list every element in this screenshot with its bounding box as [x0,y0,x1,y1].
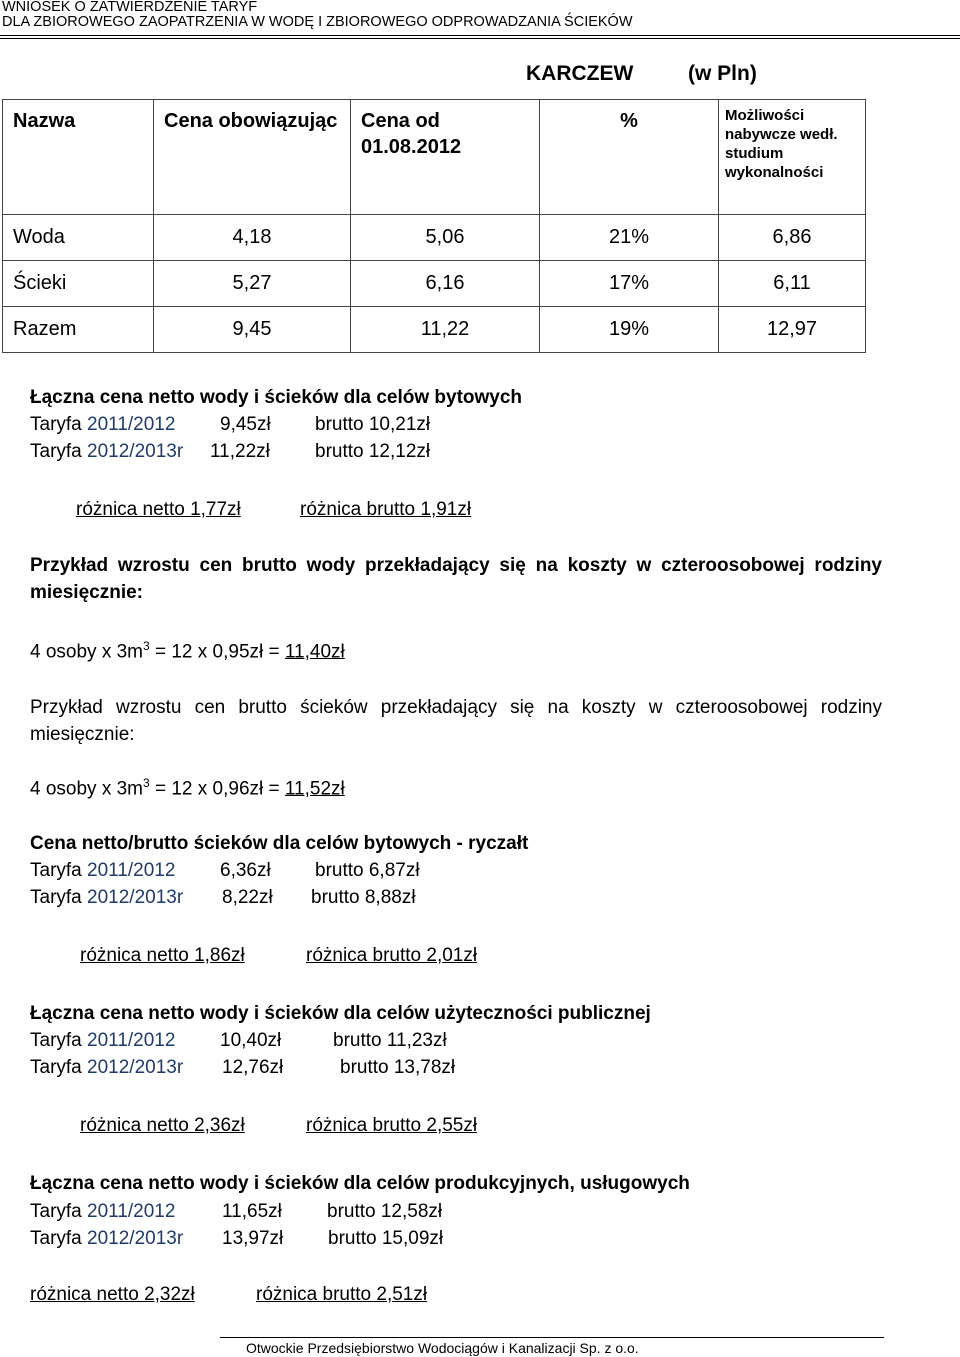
s3-diff-gross: różnica brutto 2,55zł [306,1115,478,1136]
s2-row1-net: 6,36zł [220,860,271,881]
s1-row1-gross: brutto 10,21zł [315,414,431,435]
tariff-year: 2012/2013r [87,1057,184,1078]
footer-rule [220,1337,884,1338]
s3-row2-net: 12,76zł [222,1057,284,1078]
s1-row1-net: 9,45zł [220,414,271,435]
s4-row1-gross: brutto 12,58zł [327,1201,443,1222]
footer-company: Otwockie Przedsiębiorstwo Wodociągów i Kanalizacji Sp. z o.o. [246,1340,639,1356]
tariff-label: Taryfa [30,1201,82,1222]
s2-row1 [30,857,175,884]
tariff-year: 2011/2012 [87,1030,176,1051]
s2-row2-gross: brutto 8,88zł [311,887,416,908]
calc-result: 11,52zł [284,778,345,800]
row-current: 5,27 [154,261,351,307]
s2-diff-gross: różnica brutto 2,01zł [306,945,478,966]
row-possible: 12,97 [719,307,866,353]
s4-row1-net: 11,65zł [222,1201,282,1222]
s4-row2 [30,1225,183,1252]
tariff-label: Taryfa [30,860,82,881]
header-percent: % [540,100,719,215]
row-percent: 17% [540,261,719,307]
s3-diff-net: różnica netto 2,36zł [80,1115,245,1136]
s1-row2-net: 11,22zł [210,441,270,462]
row-possible: 6,11 [719,261,866,307]
tariff-label: Taryfa [30,1030,82,1051]
header-rule [0,35,960,36]
section-4-title: Łączna cena netto wody i ścieków dla celów produkcyjnych, usługowych [30,1173,690,1194]
s4-row1 [30,1198,175,1225]
tariff-year: 2012/2013r [87,1228,184,1249]
tariff-label: Taryfa [30,1057,82,1078]
row-percent: 19% [540,307,719,353]
s3-row1-gross: brutto 11,23zł [333,1030,447,1051]
header-line-1: WNIOSEK O ZATWIERDZENIE TARYF [2,0,258,15]
row-name: Woda [3,215,154,261]
calc-persons: 4 osoby x 3m [30,641,143,663]
s1-diff-net: różnica netto 1,77zł [76,499,241,520]
table-row [3,307,866,353]
header-current-price: Cena obowiązując [154,100,351,215]
tariff-year: 2011/2012 [87,860,176,881]
example-1-calc [30,633,345,665]
s2-diff-net: różnica netto 1,86zł [80,945,245,966]
table-row [3,215,866,261]
row-name: Ścieki [3,261,154,307]
tariff-label: Taryfa [30,887,82,908]
calc-formula: = 12 x 0,95zł = [149,641,285,663]
table-header-row [3,100,866,215]
s4-diff-net: różnica netto 2,32zł [30,1284,195,1305]
s3-row1 [30,1027,175,1054]
example-2-calc [30,770,345,802]
s2-row2 [30,884,183,911]
row-current: 4,18 [154,215,351,261]
header-line-2: DLA ZBIOROWEGO ZAOPATRZENIA W WODĘ I ZBIOROWEGO ODPROWADZANIA ŚCIEKÓW [2,14,633,30]
calc-persons: 4 osoby x 3m [30,778,143,800]
s1-diff-gross: różnica brutto 1,91zł [300,499,472,520]
row-current: 9,45 [154,307,351,353]
tariff-label: Taryfa [30,414,82,435]
s4-row2-net: 13,97zł [222,1228,284,1249]
header-rule-thin [0,38,960,39]
row-percent: 21% [540,215,719,261]
tariff-year: 2011/2012 [87,414,176,435]
s4-row2-gross: brutto 15,09zł [328,1228,444,1249]
row-name: Razem [3,307,154,353]
section-3-title: Łączna cena netto wody i ścieków dla celów użyteczności publicznej [30,1003,651,1024]
tariff-year: 2011/2012 [87,1201,176,1222]
s3-row2 [30,1054,183,1081]
s2-row2-net: 8,22zł [222,887,273,908]
s1-row1 [30,411,175,438]
tariff-label: Taryfa [30,441,82,462]
header-name: Nazwa [3,100,154,215]
row-new: 11,22 [351,307,540,353]
header-possibilities: Możliwości nabywcze wedł. studium wykonalności [719,100,866,215]
cube-superscript: 3 [143,639,150,653]
tariff-year: 2012/2013r [87,441,184,462]
tariff-label: Taryfa [30,1228,82,1249]
example-2-text: Przykład wzrostu cen brutto ścieków przekładający się na koszty w czteroosobowej rodziny miesięcznie: [30,697,882,745]
header-new-price: Cena od 01.08.2012 [351,100,540,215]
section-2-title: Cena netto/brutto ścieków dla celów bytowych - ryczałt [30,833,529,854]
calc-formula: = 12 x 0,96zł = [149,778,285,800]
tariff-table [2,99,866,353]
location-label: KARCZEW [526,62,634,85]
s2-row1-gross: brutto 6,87zł [315,860,420,881]
row-new: 6,16 [351,261,540,307]
s1-row2 [30,438,183,465]
s4-diff-gross: różnica brutto 2,51zł [256,1284,428,1305]
tariff-year: 2012/2013r [87,887,184,908]
s3-row1-net: 10,40zł [220,1030,282,1051]
table-row [3,261,866,307]
section-1-title: Łączna cena netto wody i ścieków dla celów bytowych [30,387,523,408]
row-possible: 6,86 [719,215,866,261]
currency-label: (w Pln) [688,62,757,85]
s3-row2-gross: brutto 13,78zł [340,1057,456,1078]
example-1-text: Przykład wzrostu cen brutto wody przekładający się na koszty w czteroosobowej rodziny miesięcznie: [30,555,882,603]
s1-row2-gross: brutto 12,12zł [315,441,431,462]
cube-superscript: 3 [143,776,150,790]
calc-result: 11,40zł [284,641,345,663]
row-new: 5,06 [351,215,540,261]
